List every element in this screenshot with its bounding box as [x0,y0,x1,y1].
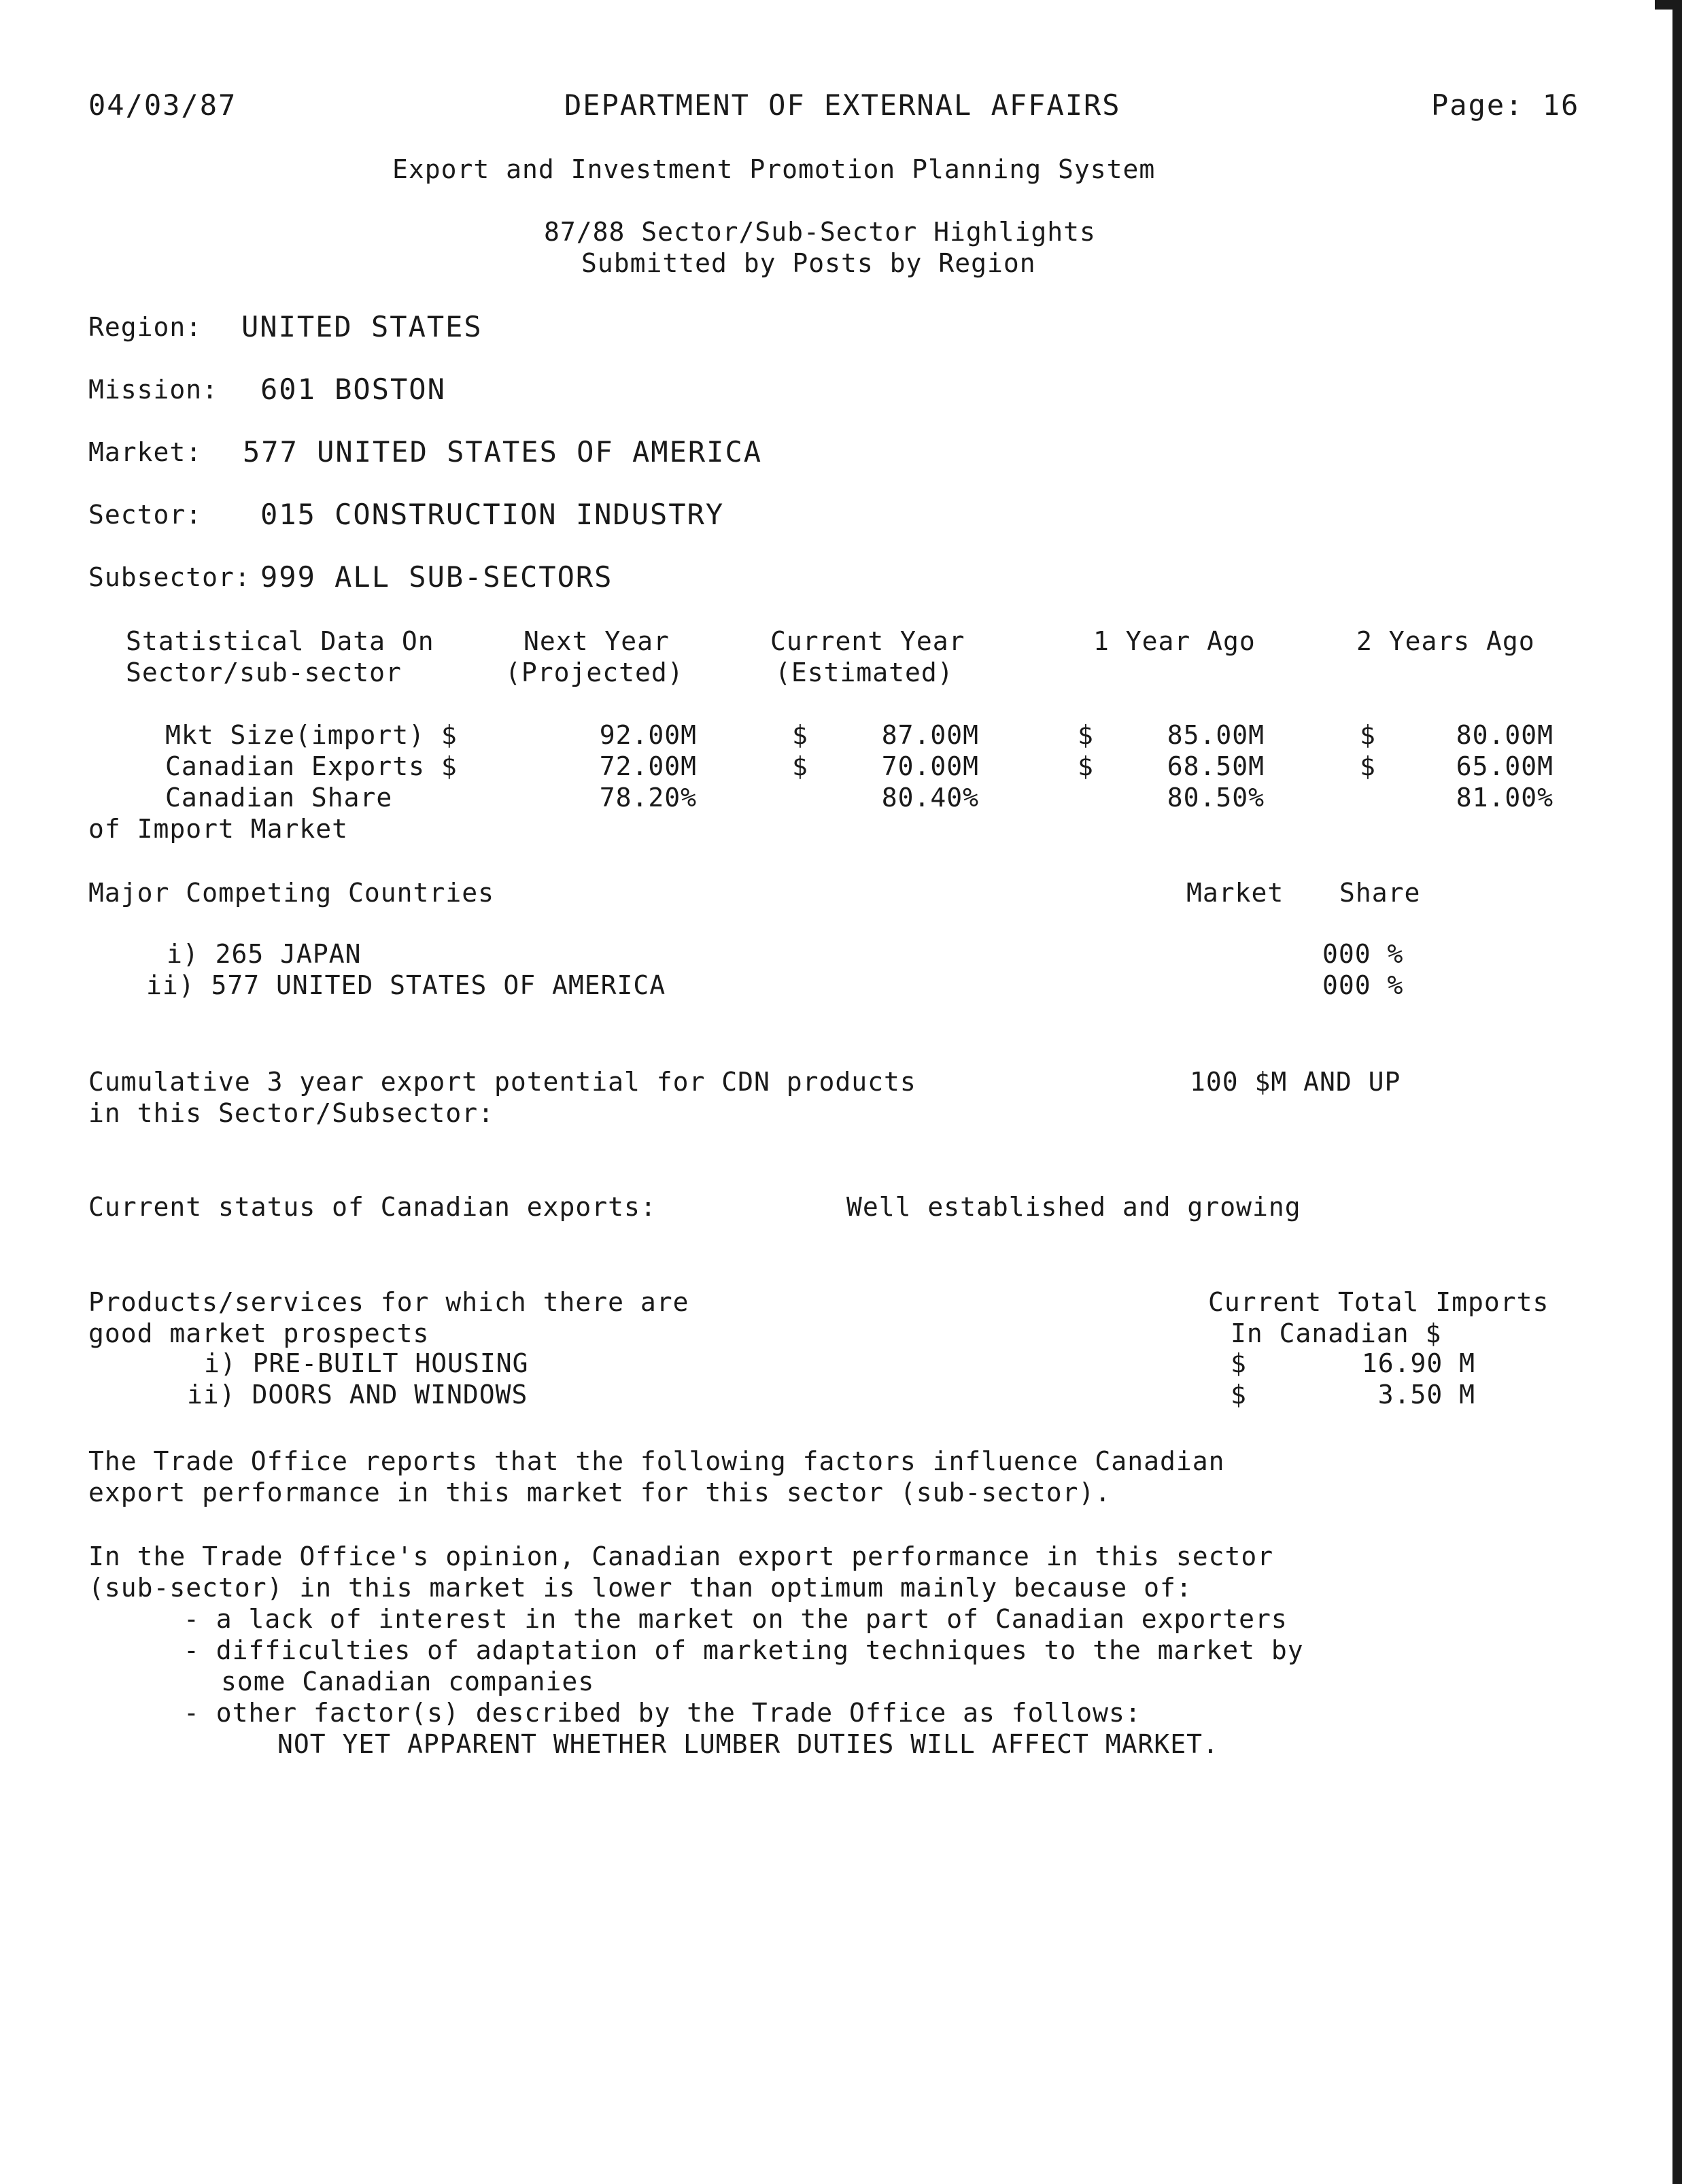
stats-header-next-year: Next Year [524,626,670,656]
factor-bullet-continued: some Canadian companies [221,1667,595,1696]
region-value: UNITED STATES [241,310,483,343]
stats-header-label-line1: Statistical Data On [126,626,434,656]
stats-header-projected: (Projected) [505,658,684,687]
stats-header-estimated: (Estimated) [775,658,954,687]
mission-label: Mission: [88,375,219,405]
stats-cell-current-year: 80.40% [881,783,979,813]
currency-symbol: $ [1360,751,1376,781]
stats-row-label: Canadian Share [165,783,393,813]
stats-cell-current-year: 87.00M [881,720,979,750]
stats-cell-next-year: 92.00M [599,720,697,750]
product-item: ii) DOORS AND WINDOWS [187,1380,528,1410]
page-edge-shadow [1672,0,1682,2184]
potential-line2: in this Sector/Subsector: [88,1098,494,1128]
stats-cell-current-year: 70.00M [881,751,979,781]
currency-symbol: $ [1078,720,1094,750]
currency-symbol: $ [792,720,808,750]
factors-paragraph1-line2: export performance in this market for this sector (sub-sector). [88,1478,1112,1507]
potential-line1: Cumulative 3 year export potential for CDN products [88,1067,916,1097]
products-col-header-line1: Current Total Imports [1208,1287,1549,1317]
stats-cell-2-years-ago: 65.00M [1456,751,1554,781]
competitor-item: i) 265 JAPAN [167,939,362,969]
stats-row-label-continued: of Import Market [88,814,349,844]
report-title: 87/88 Sector/Sub-Sector Highlights [544,217,1096,247]
status-label: Current status of Canadian exports: [88,1192,657,1222]
factor-note: NOT YET APPARENT WHETHER LUMBER DUTIES WILL AFFECT MARKET. [277,1729,1219,1759]
product-value: 16.90 M [1361,1348,1475,1378]
product-value: 3.50 M [1377,1380,1475,1410]
factors-paragraph2-line2: (sub-sector) in this market is lower than optimum mainly because of: [88,1573,1192,1603]
competitor-share: 000 % [1322,970,1404,1000]
factor-bullet: - a lack of interest in the market on the part of Canadian exporters [184,1604,1288,1634]
potential-value: 100 $M AND UP [1190,1067,1401,1097]
competitors-market-header: Market [1186,878,1284,908]
factors-paragraph1-line1: The Trade Office reports that the following factors influence Canadian [88,1446,1225,1476]
products-line1: Products/services for which there are [88,1287,689,1317]
stats-cell-next-year: 78.20% [599,783,697,813]
stats-row-label: Canadian Exports $ [165,751,458,781]
stats-header-current-year: Current Year [770,626,965,656]
stats-row-label: Mkt Size(import) $ [165,720,458,750]
currency-symbol: $ [1231,1348,1247,1378]
factor-bullet: - other factor(s) described by the Trade Office as follows: [184,1698,1142,1728]
product-item: i) PRE-BUILT HOUSING [204,1348,529,1378]
mission-value: 601 BOSTON [260,373,446,406]
system-title: Export and Investment Promotion Planning System [392,154,1156,184]
stats-header-1-year-ago: 1 Year Ago [1093,626,1256,656]
market-value: 577 UNITED STATES OF AMERICA [243,435,763,468]
stats-header-label-line2: Sector/sub-sector [126,658,402,687]
sector-value: 015 CONSTRUCTION INDUSTRY [260,498,725,531]
page-number: Page: 16 [1431,88,1580,122]
stats-cell-2-years-ago: 80.00M [1456,720,1554,750]
page-edge-top [1655,0,1682,10]
region-label: Region: [88,312,203,342]
report-subtitle: Submitted by Posts by Region [581,248,1036,278]
subsector-value: 999 ALL SUB-SECTORS [260,560,613,594]
stats-cell-2-years-ago: 81.00% [1456,783,1554,813]
competitors-share-header: Share [1339,878,1421,908]
sector-label: Sector: [88,500,203,530]
competitor-share: 000 % [1322,939,1404,969]
status-value: Well established and growing [846,1192,1301,1222]
products-line2: good market prospects [88,1318,430,1348]
competitors-title: Major Competing Countries [88,878,494,908]
report-date: 04/03/87 [88,88,237,122]
stats-cell-1-year-ago: 68.50M [1167,751,1265,781]
currency-symbol: $ [1078,751,1094,781]
stats-cell-next-year: 72.00M [599,751,697,781]
stats-header-2-years-ago: 2 Years Ago [1356,626,1535,656]
stats-cell-1-year-ago: 85.00M [1167,720,1265,750]
currency-symbol: $ [1231,1380,1247,1410]
subsector-label: Subsector: [88,562,251,592]
currency-symbol: $ [792,751,808,781]
factor-bullet: - difficulties of adaptation of marketing techniques to the market by [184,1635,1304,1665]
department-name: DEPARTMENT OF EXTERNAL AFFAIRS [564,88,1121,122]
stats-cell-1-year-ago: 80.50% [1167,783,1265,813]
factors-paragraph2-line1: In the Trade Office's opinion, Canadian export performance in this sector [88,1541,1274,1571]
products-col-header-line2: In Canadian $ [1231,1318,1442,1348]
currency-symbol: $ [1360,720,1376,750]
competitor-item: ii) 577 UNITED STATES OF AMERICA [146,970,666,1000]
market-label: Market: [88,437,203,467]
